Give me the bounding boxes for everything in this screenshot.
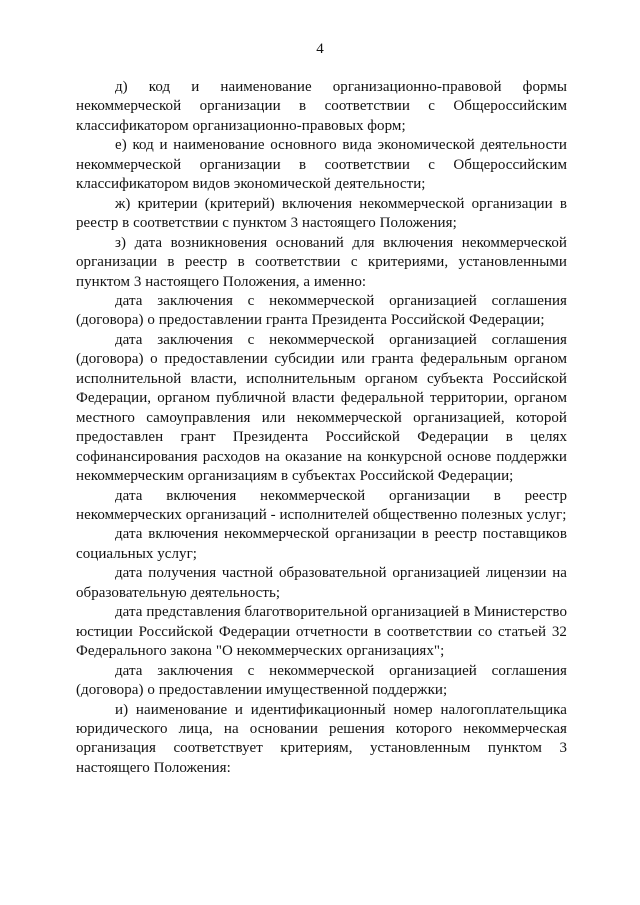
paragraph-subsidy-agreement-date: дата заключения с некоммерческой организацией соглашения (договора) о предоставлении субсидии или гранта федеральным органом исполнительной власти, исполнительным органом субъекта Российской Федерации, органом публичной власти федеральной территории, органом местного самоуправления или некоммерческой организацией, которой предоставлен грант Президента Российской Федерации в целях софинансирования расходов на оказание на конкурсной основе поддержки некоммерческим организациям в субъектах Российской Федерации; [76, 331, 567, 485]
paragraph-i-legal-entity-inn: и) наименование и идентификационный номер налогоплательщика юридического лица, на основании решения которого некоммерческая организация соответствует критериям, установленным пунктом 3 настоящего Положения: [76, 701, 567, 776]
paragraph-d-code-legal-form: д) код и наименование организационно-правовой формы некоммерческой организации в соответствии с Общероссийским классификатором организационно-правовых форм; [76, 79, 567, 134]
paragraph-property-support-date: дата заключения с некоммерческой организацией соглашения (договора) о предоставлении имущественной поддержки; [76, 662, 567, 699]
paragraph-e-code-economic-activity: е) код и наименование основного вида экономической деятельности некоммерческой организации в соответствии с Общероссийским классификатором видов экономической деятельности; [76, 137, 567, 193]
document-body [76, 78, 567, 778]
paragraph-z-date-of-grounds: з) дата возникновения оснований для включения некоммерческой организации в реестр в соответствии с критериями, установленными пунктом 3 настоящего Положения, а именно: [76, 234, 567, 290]
paragraph-grant-agreement-date: дата заключения с некоммерческой организацией соглашения (договора) о предоставлении гранта Президента Российской Федерации; [76, 292, 567, 329]
paragraph-charity-report-date: дата представления благотворительной организацией в Министерство юстиции Российской Федерации отчетности в соответствии со статьей 32 Федерального закона "О некоммерческих организациях"; [76, 604, 567, 660]
paragraph-education-license-date: дата получения частной образовательной организацией лицензии на образовательную деятельность; [76, 565, 567, 601]
paragraph-useful-services-registry-date: дата включения некоммерческой организации в реестр некоммерческих организаций - исполнителей общественно полезных услуг; [76, 487, 567, 523]
paragraph-zh-inclusion-criteria: ж) критерии (критерий) включения некоммерческой организации в реестр в соответствии с пунктом 3 настоящего Положения; [76, 195, 567, 232]
paragraph-social-services-registry-date: дата включения некоммерческой организации в реестр поставщиков социальных услуг; [76, 526, 567, 562]
page-number: 4 [316, 41, 324, 57]
